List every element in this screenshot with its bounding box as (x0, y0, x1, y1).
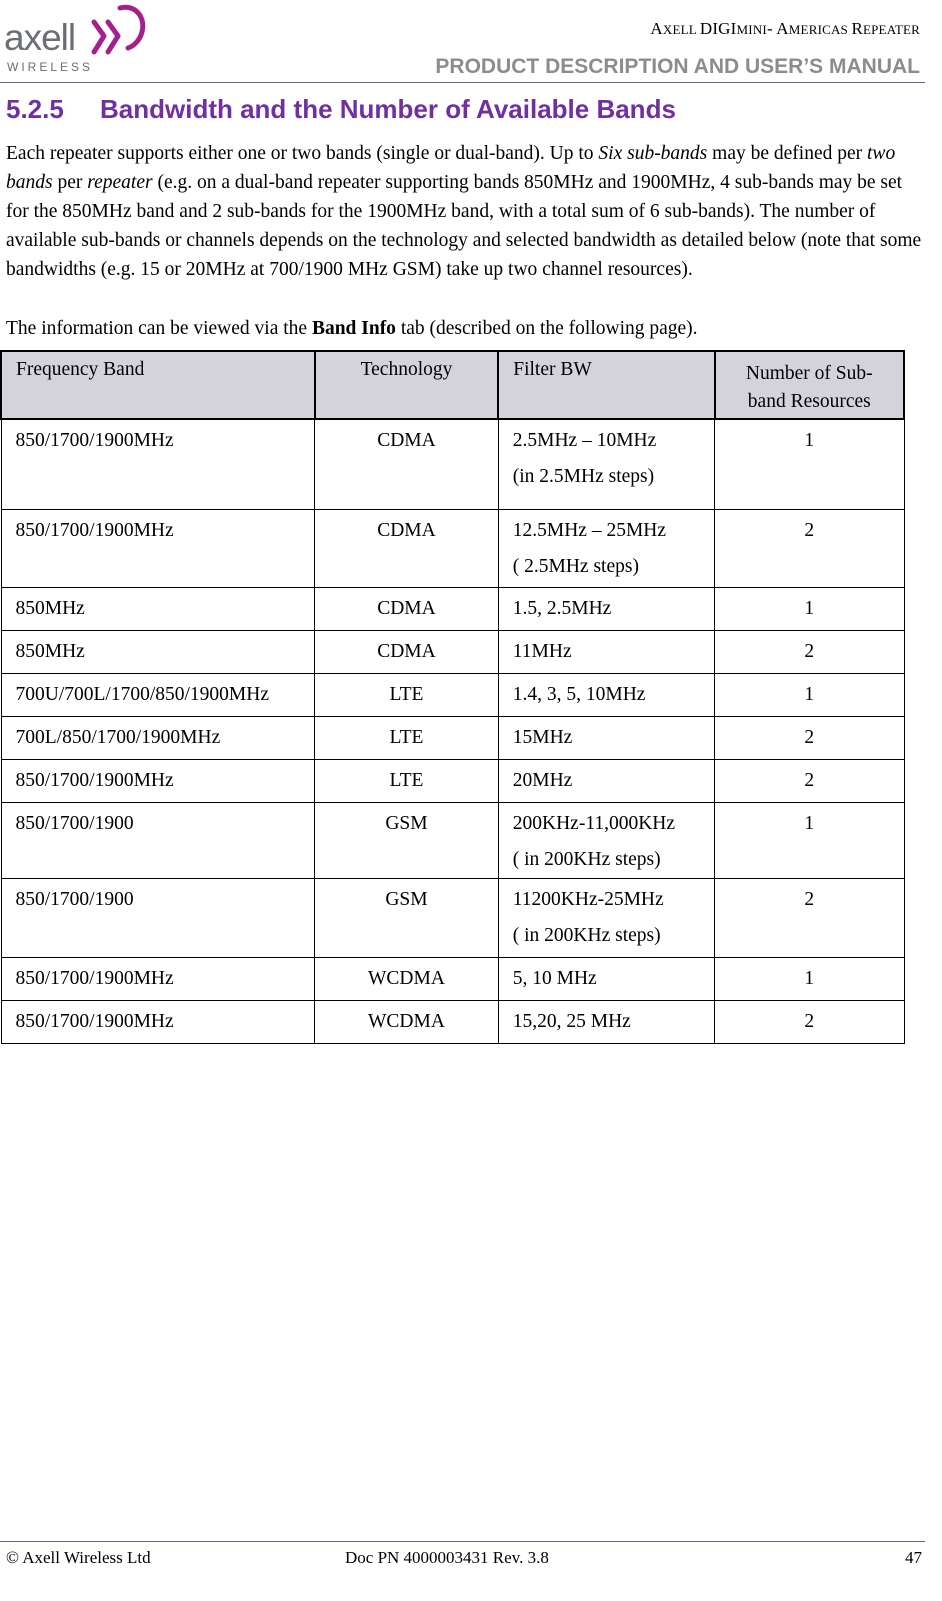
cell-technology: GSM (315, 802, 499, 878)
table-row (1, 957, 904, 1000)
col-header-sub-band-resources: Number of Sub-band Resources (715, 351, 904, 419)
bandwidth-table (0, 350, 905, 1044)
section-title: Bandwidth and the Number of Available Bands (100, 94, 676, 124)
cell-filter-bw: 200KHz-11,000KHz ( in 200KHz steps) (498, 802, 714, 878)
cell-resources: 2 (715, 716, 904, 759)
cell-resources: 2 (715, 878, 904, 957)
footer-doc-number: Doc PN 4000003431 Rev. 3.8 (345, 1548, 549, 1567)
cell-technology: GSM (315, 878, 499, 957)
cell-band: 850/1700/1900 (1, 878, 315, 957)
cell-technology: CDMA (315, 509, 499, 587)
table-row (1, 630, 904, 673)
col-header-filter-bw: Filter BW (498, 351, 714, 419)
cell-band: 850/1700/1900MHz (1, 509, 315, 587)
cell-filter-bw: 11200KHz-25MHz ( in 200KHz steps) (498, 878, 714, 957)
cell-band: 850/1700/1900MHz (1, 759, 315, 802)
cell-filter-bw: 15,20, 25 MHz (498, 1000, 714, 1043)
cell-resources: 1 (715, 802, 904, 878)
axell-logo (2, 0, 152, 76)
cell-band: 700U/700L/1700/850/1900MHz (1, 673, 315, 716)
cell-band: 850/1700/1900 (1, 802, 315, 878)
cell-technology: LTE (315, 673, 499, 716)
cell-technology: LTE (315, 759, 499, 802)
table-row (1, 587, 904, 630)
cell-resources: 1 (715, 587, 904, 630)
cell-band: 850/1700/1900MHz (1, 1000, 315, 1043)
col-header-frequency-band: Frequency Band (1, 351, 315, 419)
header-title-line2: PRODUCT DESCRIPTION AND USER’S MANUAL (435, 55, 920, 78)
cell-filter-bw: 5, 10 MHz (498, 957, 714, 1000)
paragraph-band-info: The information can be viewed via the Band Info tab (described on the following page). (6, 318, 698, 339)
cell-resources: 2 (715, 509, 904, 587)
cell-technology: WCDMA (315, 957, 499, 1000)
paragraph-intro: Each repeater supports either one or two bands (single or dual-band). Up to Six sub-bands may be defined per two bands per repeater (e.g. on a dual-band repeater supporting bands 850MHz and 1900MHz, 4 sub-bands may be set for the 850MHz band and 2 sub-bands for the 1900MHz band, with a total sum of 6 sub-bands). The number of available sub-bands or channels depends on the technology and selected bandwidth as detailed below (note that some bandwidths (e.g. 15 or 20MHz at 700/1900 MHz GSM) take up two channel resources). (6, 143, 922, 280)
table-header-row (1, 351, 904, 419)
header-title-line1: AXELL DIGIMINI- AMERICAS REPEATER (650, 19, 920, 38)
table-row (1, 419, 904, 509)
table-row (1, 673, 904, 716)
footer-rule (0, 1541, 925, 1542)
cell-band: 700L/850/1700/1900MHz (1, 716, 315, 759)
cell-technology: LTE (315, 716, 499, 759)
table-row (1, 509, 904, 587)
cell-technology: CDMA (315, 630, 499, 673)
section-heading (6, 94, 676, 125)
cell-technology: WCDMA (315, 1000, 499, 1043)
cell-resources: 1 (715, 673, 904, 716)
footer-copyright: © Axell Wireless Ltd (6, 1548, 151, 1567)
cell-band: 850/1700/1900MHz (1, 957, 315, 1000)
cell-filter-bw: 11MHz (498, 630, 714, 673)
header-rule (0, 82, 925, 83)
cell-band: 850/1700/1900MHz (1, 419, 315, 509)
table-row (1, 802, 904, 878)
cell-filter-bw: 15MHz (498, 716, 714, 759)
cell-resources: 2 (715, 630, 904, 673)
cell-filter-bw: 1.4, 3, 5, 10MHz (498, 673, 714, 716)
logo-subtext: WIRELESS (7, 60, 94, 74)
footer-page-number: 47 (905, 1548, 922, 1567)
cell-technology: CDMA (315, 419, 499, 509)
table-row (1, 878, 904, 957)
cell-filter-bw: 12.5MHz – 25MHz ( 2.5MHz steps) (498, 509, 714, 587)
logo-text: axell (4, 17, 76, 58)
col-header-technology: Technology (315, 351, 499, 419)
cell-band: 850MHz (1, 630, 315, 673)
cell-filter-bw: 20MHz (498, 759, 714, 802)
cell-resources: 2 (715, 1000, 904, 1043)
table-row (1, 716, 904, 759)
logo-chevrons-icon (90, 2, 150, 60)
cell-filter-bw: 2.5MHz – 10MHz (in 2.5MHz steps) (498, 419, 714, 509)
cell-resources: 1 (715, 419, 904, 509)
table-row (1, 759, 904, 802)
section-number: 5.2.5 (6, 94, 64, 124)
cell-technology: CDMA (315, 587, 499, 630)
table-row (1, 1000, 904, 1043)
cell-filter-bw: 1.5, 2.5MHz (498, 587, 714, 630)
cell-resources: 2 (715, 759, 904, 802)
cell-band: 850MHz (1, 587, 315, 630)
cell-resources: 1 (715, 957, 904, 1000)
